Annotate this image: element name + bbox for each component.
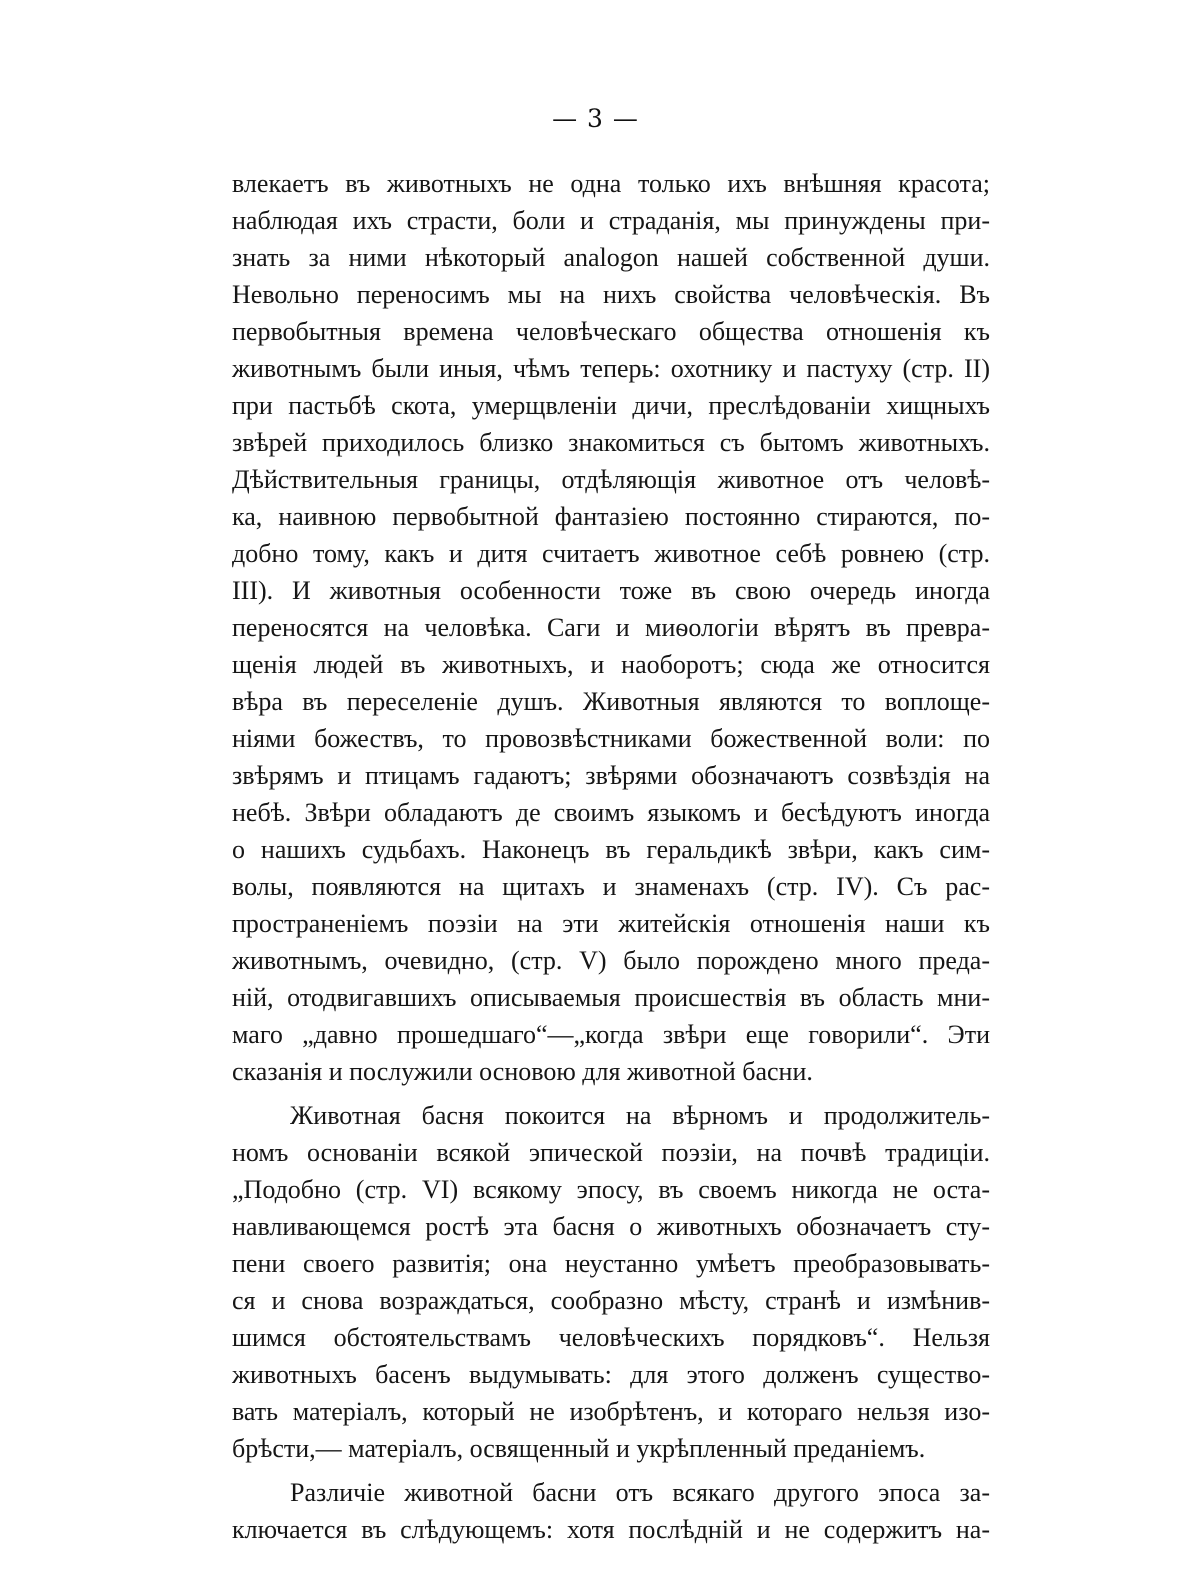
- page-number: — 3 —: [552, 104, 639, 133]
- body-text: [232, 165, 990, 1548]
- text-line: „Подобно (стр. VI) всякому эпосу, въ своемъ никогда не оста-: [232, 1175, 990, 1204]
- text-line: III). И животныя особенности тоже въ свою очередь иногда: [232, 576, 990, 605]
- text-line: Животная басня покоится на вѣрномъ и продолжитель-: [290, 1101, 990, 1130]
- text-line: о нашихъ судьбахъ. Наконецъ въ геральдикѣ звѣри, какъ сим-: [232, 835, 990, 864]
- text-line: Невольно переносимъ мы на нихъ свойства человѣческія. Въ: [232, 280, 990, 309]
- text-line: вѣра въ переселеніе душъ. Животныя являются то воплоще-: [232, 687, 990, 716]
- text-line: животныхъ басенъ выдумывать: для этого долженъ существо-: [232, 1360, 990, 1389]
- text-line: ка, наивною первобытной фантазіею постоянно стираются, по-: [232, 502, 990, 531]
- text-line: пени своего развитія; она неустанно умѣетъ преобразовывать-: [232, 1249, 990, 1278]
- text-line: небѣ. Звѣри обладаютъ де своимъ языкомъ и бесѣдуютъ иногда: [232, 798, 990, 827]
- text-line: щенія людей въ животныхъ, и наоборотъ; сюда же относится: [232, 650, 990, 679]
- text-line: Различіе животной басни отъ всякаго другого эпоса за-: [290, 1478, 990, 1507]
- paragraph-gap: [232, 1467, 990, 1474]
- text-line: звѣрямъ и птицамъ гадаютъ; звѣрями обозначаютъ созвѣздія на: [232, 761, 990, 790]
- text-line: брѣсти,— матеріалъ, освященный и укрѣпленный преданіемъ.: [232, 1434, 926, 1463]
- text-line: навливающемся ростѣ эта басня о животныхъ обозначаетъ сту-: [232, 1212, 990, 1241]
- text-line: ключается въ слѣдующемъ: хотя послѣдній и не содержитъ на-: [232, 1515, 990, 1544]
- text-line: вать матеріалъ, который не изобрѣтенъ, и котораго нельзя изо-: [232, 1397, 990, 1426]
- text-line: маго „давно прошедшаго“—„когда звѣри еще говорили“. Эти: [232, 1020, 990, 1049]
- text-line: животнымъ были иныя, чѣмъ теперь: охотнику и пастуху (стр. II): [232, 354, 990, 383]
- text-line: звѣрей приходилось близко знакомиться съ бытомъ животныхъ.: [232, 428, 990, 457]
- text-line: пространеніемъ поэзіи на эти житейскія отношенія наши къ: [232, 909, 990, 938]
- text-line: ніями божествъ, то провозвѣстниками божественной воли: по: [232, 724, 990, 753]
- text-line: при пастьбѣ скота, умерщвленіи дичи, преслѣдованіи хищныхъ: [232, 391, 990, 420]
- text-line: ній, отодвигавшихъ описываемыя происшествія въ область мни-: [232, 983, 990, 1012]
- text-line: добно тому, какъ и дитя считаетъ животное себѣ ровнею (стр.: [232, 539, 990, 568]
- text-line: наблюдая ихъ страсти, боли и страданія, мы принуждены при-: [232, 206, 990, 235]
- text-line: шимся обстоятельствамъ человѣческихъ порядковъ“. Нельзя: [232, 1323, 990, 1352]
- text-line: животнымъ, очевидно, (стр. V) было порождено много преда-: [232, 946, 990, 975]
- text-line: ся и снова возраждаться, сообразно мѣсту, странѣ и измѣнив-: [232, 1286, 990, 1315]
- text-line: волы, появляются на щитахъ и знаменахъ (стр. IV). Съ рас-: [232, 872, 990, 901]
- paragraph-gap: [232, 1090, 990, 1097]
- text-line: влекаетъ въ животныхъ не одна только ихъ внѣшняя красота;: [232, 169, 990, 198]
- text-line: переносятся на человѣка. Саги и миѳологіи вѣрятъ въ превра-: [232, 613, 990, 642]
- text-line: сказанія и послужили основою для животной басни.: [232, 1057, 813, 1086]
- text-line: первобытныя времена человѣческаго общества отношенія къ: [232, 317, 990, 346]
- text-line: номъ основаніи всякой эпической поэзіи, на почвѣ традиціи.: [232, 1138, 990, 1167]
- text-line: Дѣйствительныя границы, отдѣляющія животное отъ человѣ-: [232, 465, 990, 494]
- text-line: знать за ними нѣкоторый analogon нашей собственной души.: [232, 243, 990, 272]
